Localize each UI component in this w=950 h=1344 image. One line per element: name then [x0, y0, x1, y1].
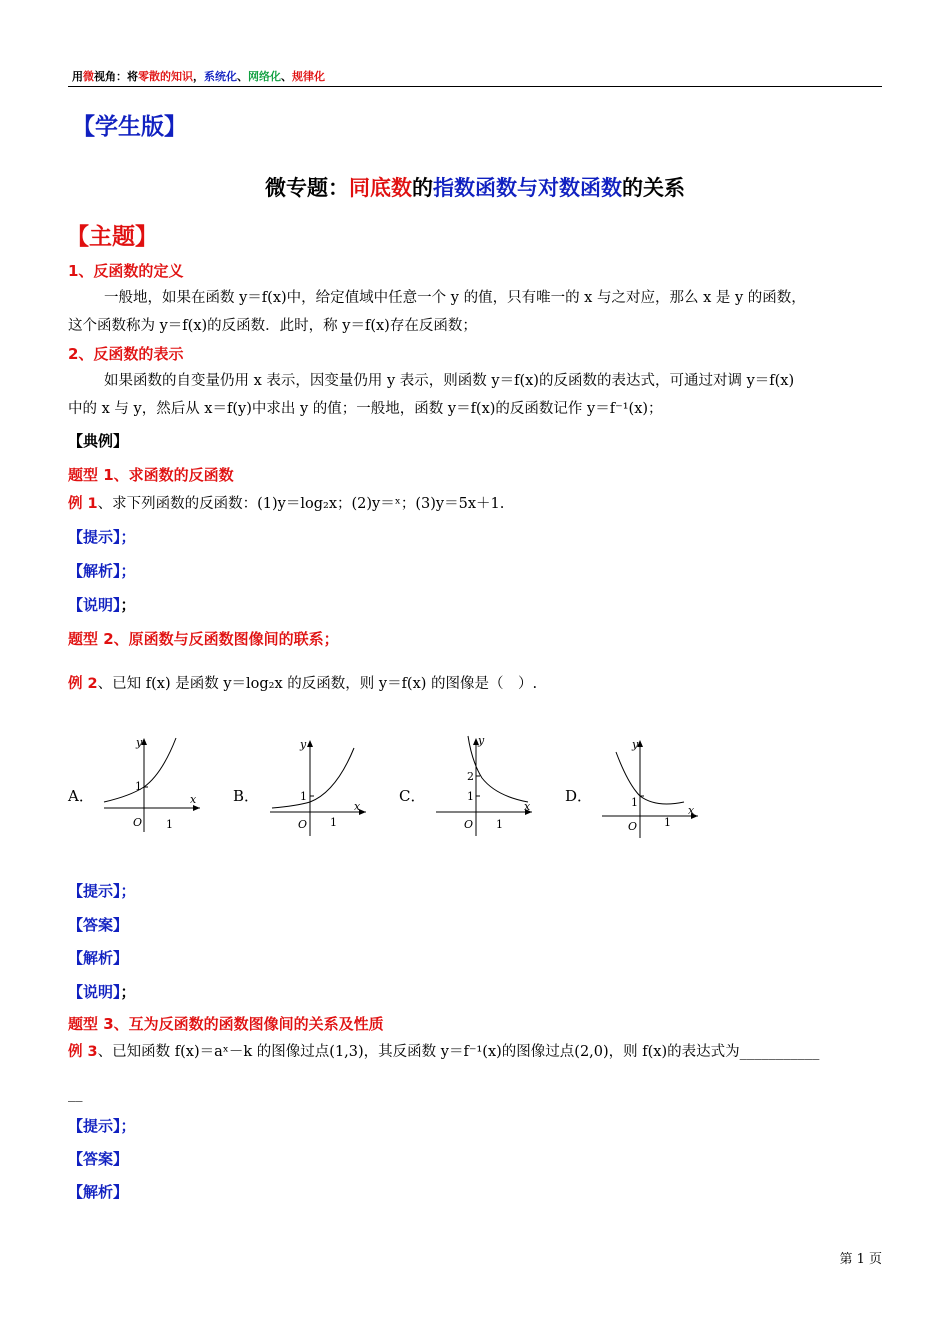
x-axis-label: x	[524, 800, 531, 813]
type-2-heading: 题型 2、原函数与反函数图像间的联系；	[68, 630, 339, 648]
tick-label: 2	[467, 770, 474, 783]
example-2-analysis: 【解析】	[68, 949, 129, 967]
tick-label: 1	[300, 790, 307, 803]
tick-label: 1	[467, 790, 474, 803]
x-axis-label: x	[688, 804, 695, 817]
example-1-note: 【说明】；	[68, 596, 136, 614]
tick-label: 1	[166, 818, 173, 831]
typical-examples-label: 【典例】	[68, 432, 129, 450]
type-3-heading: 题型 3、互为反函数的函数图像间的关系及性质	[68, 1015, 384, 1033]
page-header: 用微视角：将零散的知识，系统化、网络化、规律化	[72, 70, 325, 83]
example-2-note: 【说明】；	[68, 983, 136, 1001]
example-3: 例 3、已知函数 f(x)＝aˣ－k 的图像过点(1,3)，其反函数 y＝f⁻¹(x)的图像过点(2,0)，则 f(x)的表达式为___________	[68, 1044, 820, 1060]
type-1-heading: 题型 1、求函数的反函数	[68, 466, 234, 484]
option-c-label[interactable]: C．	[399, 787, 426, 805]
example-1-analysis: 【解析】；	[68, 562, 136, 580]
y-axis-label: y	[478, 734, 485, 747]
example-2: 例 2、已知 f(x) 是函数 y＝log₂x 的反函数，则 y＝f(x) 的图像是（ ）.	[68, 676, 538, 692]
example-3-hint: 【提示】；	[68, 1117, 136, 1135]
option-b-label[interactable]: B．	[233, 787, 260, 805]
origin-label: O	[628, 820, 638, 833]
page-title: 微专题：同底数的指数函数与对数函数的关系	[265, 176, 685, 200]
example-3-answer: 【答案】	[68, 1150, 129, 1168]
option-a-graph[interactable]	[100, 732, 210, 846]
y-axis-label: y	[136, 736, 143, 749]
example-3-analysis: 【解析】	[68, 1183, 129, 1201]
origin-label: O	[298, 818, 308, 831]
option-a-label[interactable]: A．	[68, 787, 94, 805]
example-2-hint: 【提示】；	[68, 882, 136, 900]
tick-label: 1	[330, 816, 337, 829]
x-axis-label: x	[190, 793, 197, 806]
example-3-blank-tail: __	[68, 1086, 83, 1102]
section-1-line-1: 一般地，如果在函数 y＝f(x)中，给定值域中任意一个 y 的值，只有唯一的 x 与之对应，那么 x 是 y 的函数，	[104, 290, 806, 306]
option-b-graph[interactable]	[266, 732, 376, 846]
example-2-answer: 【答案】	[68, 916, 129, 934]
origin-label: O	[464, 818, 474, 831]
tick-label: 1	[496, 818, 503, 831]
section-1-line-2: 这个函数称为 y＝f(x)的反函数．此时，称 y＝f(x)存在反函数；	[68, 318, 477, 334]
y-axis-label: y	[632, 738, 639, 751]
y-axis-label: y	[300, 738, 307, 751]
example-1-hint: 【提示】；	[68, 528, 136, 546]
section-1-heading: 1、反函数的定义	[68, 262, 184, 280]
example-1: 例 1、求下列函数的反函数：(1)y＝log₂x；(2)y＝ˣ；(3)y＝5x＋1.	[68, 496, 505, 512]
topic-label: 【主题】	[66, 224, 158, 250]
option-c-graph[interactable]	[432, 730, 542, 844]
origin-label: O	[133, 816, 143, 829]
option-d-graph[interactable]	[598, 732, 708, 846]
page-number: 第 1 页	[839, 1252, 882, 1267]
tick-label: 1	[631, 796, 638, 809]
x-axis-label: x	[354, 800, 361, 813]
student-version-label: 【学生版】	[72, 114, 187, 140]
option-d-label[interactable]: D．	[565, 787, 593, 805]
header-divider	[68, 86, 882, 87]
tick-label: 1	[664, 816, 671, 829]
section-2-line-1: 如果函数的自变量仍用 x 表示，因变量仍用 y 表示，则函数 y＝f(x)的反函数的表达式，可通过对调 y＝f(x)	[104, 373, 795, 389]
section-2-line-2: 中的 x 与 y，然后从 x＝f(y)中求出 y 的值；一般地，函数 y＝f(x)的反函数记作 y＝f⁻¹(x)；	[68, 401, 663, 417]
section-2-heading: 2、反函数的表示	[68, 345, 184, 363]
tick-label: 1	[135, 780, 142, 793]
